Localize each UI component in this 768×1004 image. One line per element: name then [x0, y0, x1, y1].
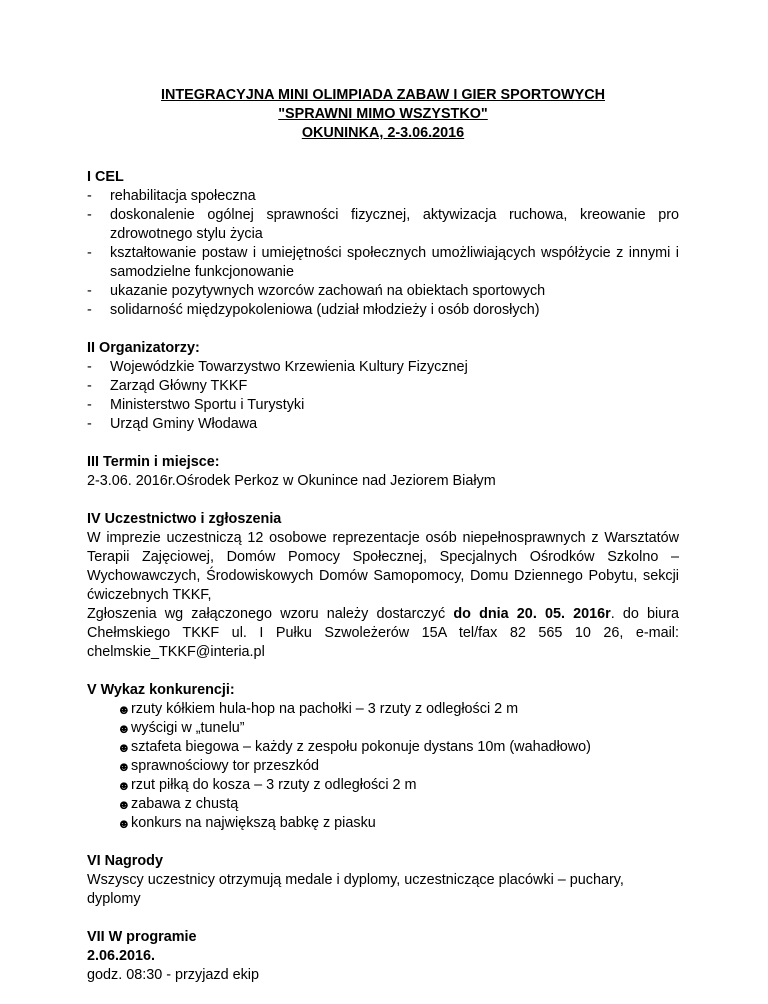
list-item: ☻ sprawnościowy tor przeszkód: [117, 758, 319, 774]
smiley-icon: ☻: [117, 721, 131, 736]
title-line-2: "SPRAWNI MIMO WSZYSTKO": [278, 106, 488, 122]
list-item: ☻ wyścigi w „tunelu”: [117, 720, 245, 736]
list-item: - doskonalenie ogólnej sprawności fizycznej, aktywizacja ruchowa, kreowanie pro zdrowotnego stylu życia: [87, 207, 679, 242]
program-date: 2.06.2016.: [87, 948, 156, 964]
smiley-icon: ☻: [117, 778, 131, 793]
awards-text: Wszyscy uczestnicy otrzymują medale i dyplomy, uczestniczące placówki – puchary, dyplomy: [87, 872, 624, 907]
section-awards: [87, 852, 679, 909]
title-line-1: INTEGRACYJNA MINI OLIMPIADA ZABAW I GIER SPORTOWYCH: [161, 87, 605, 103]
smiley-icon: ☻: [117, 816, 131, 831]
list-item: ☻ zabawa z chustą: [117, 796, 239, 812]
list-item: - Urząd Gminy Włodawa: [87, 416, 258, 432]
section-participation: [87, 510, 679, 662]
list-item: ☻ rzuty kółkiem hula-hop na pachołki – 3 rzuty z odległości 2 m: [117, 701, 519, 717]
participation-paragraph: W imprezie uczestniczą 12 osobowe reprezentacje osób niepełnosprawnych z Warsztatów Terapii Zajęciowej, Domów Pomocy Społecznej, Specjalnych Ośrodków Szkolno – Wychowawczych, Środowiskowych Domów Samopomocy, Domu Dziennego Pobytu, sekcji ćwiczebnych TKKF,: [87, 530, 679, 603]
section-program: [87, 928, 679, 985]
title-block: [87, 86, 679, 143]
list-item: - kształtowanie postaw i umiejętności społecznych umożliwiających współżycie z innymi i samodzielne funkcjonowanie: [87, 245, 679, 280]
section-date-place-heading: III Termin i miejsce:: [87, 454, 220, 470]
section-goal: [87, 168, 679, 320]
registration-line-2: Chełmskiego TKKF ul. I Pułku Szwoleżerów 15A tel/fax 82 565 10 26, e-mail:: [87, 625, 679, 641]
registration-email: chelmskie_TKKF@interia.pl: [87, 644, 265, 660]
section-competitions: [87, 681, 679, 833]
title-line-3: OKUNINKA, 2-3.06.2016: [301, 125, 465, 141]
list-item: ☻ konkurs na największą babkę z piasku: [117, 815, 376, 831]
program-line: godz. 08:30 - przyjazd ekip: [87, 967, 259, 983]
list-item: - solidarność międzypokoleniowa (udział młodzieży i osób dorosłych): [87, 302, 540, 318]
date-place-text: 2-3.06. 2016r.Ośrodek Perkoz w Okunince nad Jeziorem Białym: [87, 473, 496, 489]
list-item: ☻ sztafeta biegowa – każdy z zespołu pokonuje dystans 10m (wahadłowo): [117, 739, 591, 755]
document-page: [87, 86, 679, 1004]
smiley-icon: ☻: [117, 759, 131, 774]
list-item: ☻ rzut piłką do kosza – 3 rzuty z odległości 2 m: [117, 777, 417, 793]
section-organizers: [87, 339, 679, 434]
section-competitions-heading: V Wykaz konkurencji:: [87, 682, 235, 698]
section-program-heading: VII W programie: [87, 929, 197, 945]
smiley-icon: ☻: [117, 797, 131, 812]
section-awards-heading: VI Nagrody: [87, 853, 163, 869]
smiley-icon: ☻: [117, 740, 131, 755]
list-item: - Wojewódzkie Towarzystwo Krzewienia Kultury Fizycznej: [87, 359, 468, 375]
list-item: - rehabilitacja społeczna: [87, 188, 256, 204]
smiley-icon: ☻: [117, 702, 131, 717]
section-date-place: [87, 453, 679, 491]
list-item: - Zarząd Główny TKKF: [87, 378, 248, 394]
registration-line-1: Zgłoszenia wg załączonego wzoru należy dostarczyć do dnia 20. 05. 2016r. do biura: [87, 606, 679, 622]
section-goal-heading: I CEL: [87, 169, 124, 185]
list-item: - Ministerstwo Sportu i Turystyki: [87, 397, 305, 413]
section-participation-heading: IV Uczestnictwo i zgłoszenia: [87, 511, 282, 527]
section-organizers-heading: II Organizatorzy:: [87, 340, 200, 356]
list-item: - ukazanie pozytywnych wzorców zachowań na obiektach sportowych: [87, 283, 546, 299]
